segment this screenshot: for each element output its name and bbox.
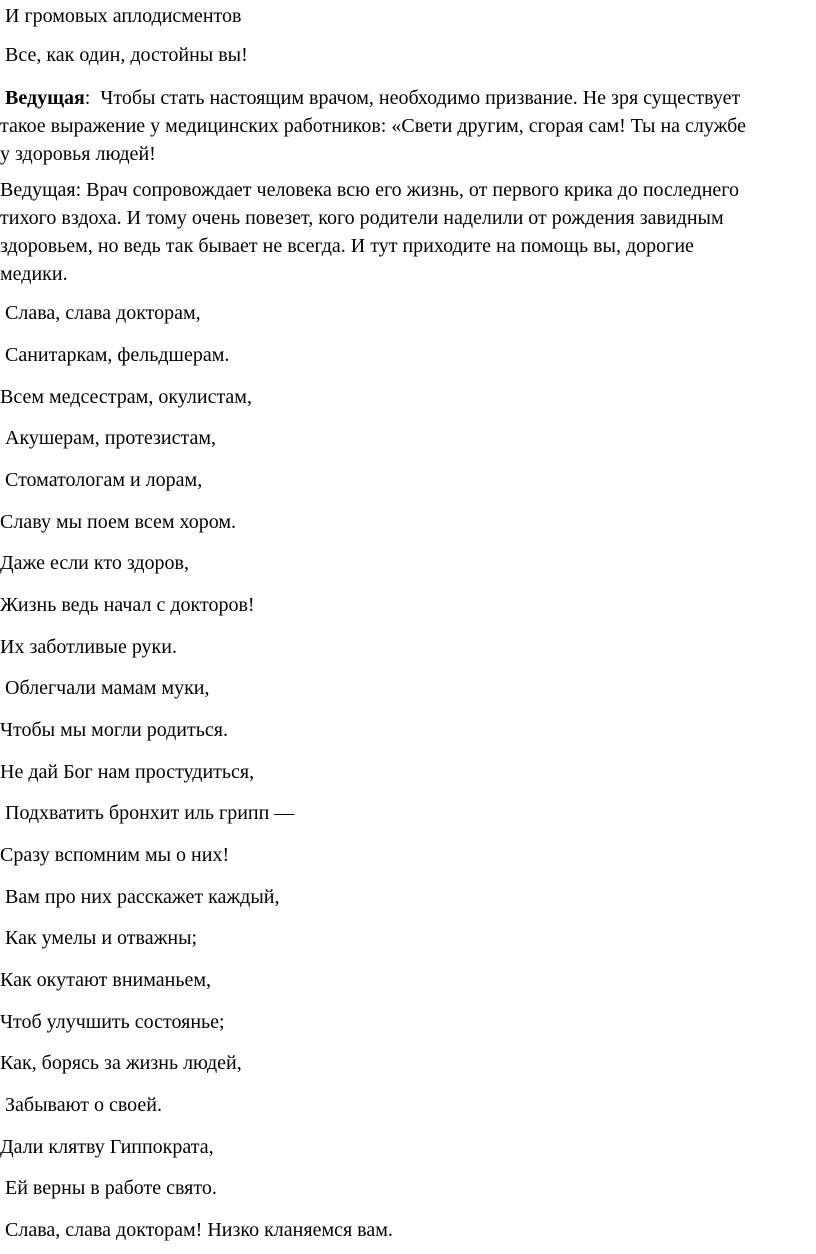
host-paragraph-1-row-1 bbox=[0, 84, 814, 112]
poem-line: Санитаркам, фельдшерам. bbox=[0, 344, 230, 366]
poem-line: Слава, слава докторам! Низко кланяемся вам. bbox=[0, 1219, 393, 1241]
poem-line: Как умелы и отважны; bbox=[0, 927, 198, 949]
poem-line: Дали клятву Гиппократа, bbox=[0, 1136, 214, 1158]
poem-line: Славу мы поем всем хором. bbox=[0, 511, 237, 533]
poem-line: Вам про них расскажет каждый, bbox=[0, 886, 280, 908]
poem-line: Сразу вспомним мы о них! bbox=[0, 844, 230, 866]
poem-line: Всем медсестрам, окулистам, bbox=[0, 386, 252, 408]
poem-line: Как, борясь за жизнь людей, bbox=[0, 1052, 242, 1074]
poem-line: Их заботливые руки. bbox=[0, 636, 177, 658]
poem-line: Как окутают вниманьем, bbox=[0, 969, 211, 991]
host-paragraph-2-row-1: Ведущая: Врач сопровождает человека всю его жизнь, от первого крика до последнего bbox=[0, 179, 739, 201]
intro-line-2: Все, как один, достойны вы! bbox=[0, 44, 248, 66]
host-paragraph-2-row-3: здоровьем, но ведь так бывает не всегда. И тут приходите на помощь вы, дорогие bbox=[0, 235, 694, 257]
host-paragraph-2-row-2: тихого вздоха. И тому очень повезет, кого родители наделили от рождения завидным bbox=[0, 207, 724, 229]
poem-line: Не дай Бог нам простудиться, bbox=[0, 761, 255, 783]
poem-line: Подхватить бронхит иль грипп — bbox=[0, 802, 295, 824]
host-paragraph-1-row-2: такое выражение у медицинских работников: «Свети другим, сгорая сам! Ты на службе bbox=[0, 115, 746, 137]
speaker-label: Ведущая bbox=[5, 87, 85, 109]
poem-line: Даже если кто здоров, bbox=[0, 552, 189, 574]
poem-line: Слава, слава докторам, bbox=[0, 302, 201, 324]
poem-line: Стоматологам и лорам, bbox=[0, 469, 203, 491]
host-paragraph-1-row-3: у здоровья людей! bbox=[0, 143, 156, 165]
poem-line: Жизнь ведь начал с докторов! bbox=[0, 594, 255, 616]
poem-line: Чтоб улучшить состоянье; bbox=[0, 1011, 225, 1033]
host-paragraph-1-text-1: Чтобы стать настоящим врачом, необходимо призвание. Не зря существует bbox=[90, 87, 741, 109]
host-paragraph-1 bbox=[0, 84, 814, 168]
poem-line: Акушерам, протезистам, bbox=[0, 427, 216, 449]
host-paragraph-2 bbox=[0, 176, 814, 288]
intro-line-1: И громовых аплодисментов bbox=[0, 5, 242, 27]
poem-line: Забывают о своей. bbox=[0, 1094, 162, 1116]
poem-line: Чтобы мы могли родиться. bbox=[0, 719, 228, 741]
speaker-colon: : bbox=[84, 87, 91, 109]
poem-line: Облегчали мамам муки, bbox=[0, 677, 210, 699]
poem-line: Ей верны в работе свято. bbox=[0, 1177, 217, 1199]
host-paragraph-2-row-4: медики. bbox=[0, 263, 68, 285]
